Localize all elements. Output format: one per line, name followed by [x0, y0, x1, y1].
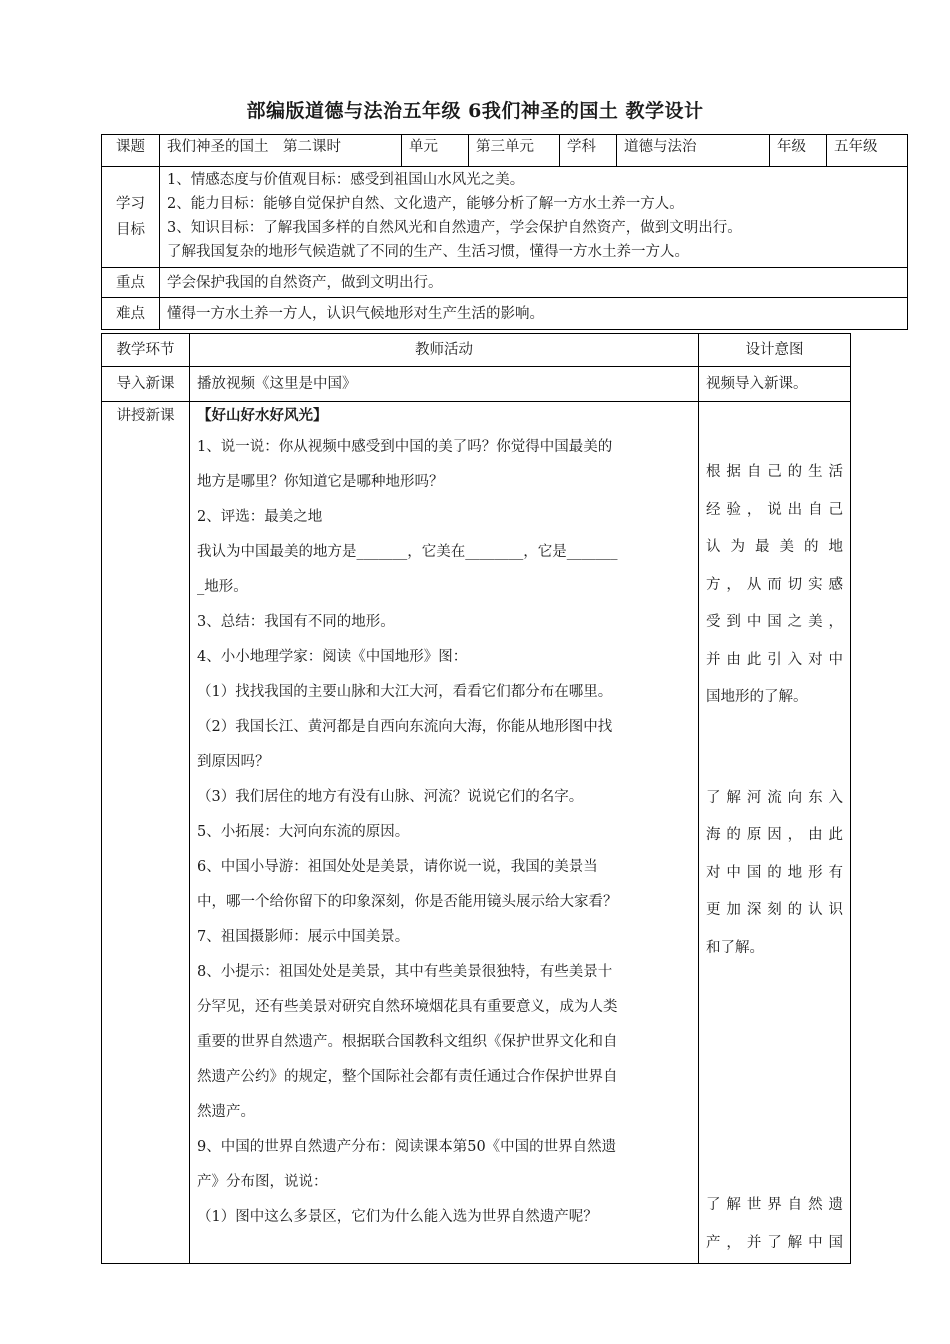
- activity-line: 分罕见，还有些美景对研究自然环境烟花具有重要意义，成为人类: [197, 999, 618, 1015]
- lesson-intent: [699, 402, 851, 1264]
- objectives-label-line1: 学习: [116, 196, 145, 212]
- objective-line: 3、知识目标：了解我国多样的自然风光和自然遗产，学会保护自然资产，做到文明出行。: [167, 220, 742, 236]
- activity-line: 产》分布图，说说：: [197, 1174, 328, 1190]
- intent-line: 经验，说出自己: [706, 501, 843, 518]
- intent-line: 更加深刻的认识: [706, 902, 843, 918]
- activity-line: 6、中国小导游：祖国处处是美景，请你说一说，我国的美景当: [197, 859, 598, 875]
- objectives-content: [160, 167, 908, 268]
- lesson-row: [102, 402, 851, 1264]
- activity-line: （3）我们居住的地方有没有山脉、河流？说说它们的名字。: [197, 789, 584, 805]
- key-point-value: 学会保护我国的自然资产，做到文明出行。: [160, 268, 908, 298]
- lesson-info-table: [101, 134, 908, 330]
- grade-value: 五年级: [827, 135, 908, 167]
- difficulty-label: 难点: [102, 298, 160, 330]
- objective-line: 了解我国复杂的地形气候造就了不同的生产、生活习惯，懂得一方水土养一方人。: [167, 244, 689, 260]
- activity-line: 1、说一说：你从视频中感受到中国的美了吗？你觉得中国最美的: [197, 439, 613, 455]
- activity-line: 重要的世界自然遗产。根据联合国教科文组织《保护世界文化和自: [197, 1034, 618, 1050]
- header-stage: 教学环节: [102, 334, 190, 367]
- lesson-stage: 讲授新课: [102, 402, 190, 1264]
- objective-line: 2、能力目标：能够自觉保护自然、文化遗产，能够分析了解一方水土养一方人。: [167, 196, 684, 212]
- intent-line: 和了解。: [706, 939, 764, 956]
- intro-row: [102, 367, 851, 402]
- activity-line: 8、小提示：祖国处处是美景，其中有些美景很独特，有些美景十: [197, 964, 613, 980]
- objectives-label: [102, 167, 160, 268]
- activity-line: 9、中国的世界自然遗产分布：阅读课本第50《中国的世界自然遗: [197, 1139, 617, 1155]
- intent-line: 了解河流向东入: [706, 789, 843, 806]
- activity-line: 2、评选：最美之地: [197, 509, 323, 525]
- document-title: 部编版道德与法治五年级 6我们神圣的国土 教学设计: [246, 100, 704, 122]
- activity-line: 5、小拓展：大河向东流的原因。: [197, 824, 410, 840]
- intent-line: 根据自己的生活: [706, 464, 843, 480]
- header-intent: 设计意图: [699, 334, 851, 367]
- lesson-heading: 【好山好水好风光】: [197, 407, 328, 424]
- activity-line: 中，哪一个给你留下的印象深刻，你是否能用镜头展示给大家看？: [197, 894, 618, 910]
- key-point-row: [102, 268, 908, 298]
- intent-line: 对中国的地形有: [706, 864, 843, 881]
- intent-line: 产，并了解中国: [706, 1234, 843, 1251]
- unit-value: 第三单元: [469, 135, 560, 167]
- objectives-label-line2: 目标: [116, 222, 145, 238]
- activity-line: 到原因吗？: [197, 754, 270, 770]
- intro-intent: 视频导入新课。: [699, 367, 851, 402]
- difficulty-row: [102, 298, 908, 330]
- intro-stage: 导入新课: [102, 367, 190, 402]
- teaching-process-table: [101, 333, 851, 1264]
- intent-line: 海的原因，由此: [706, 827, 843, 843]
- intent-line: 方，从而切实感: [706, 576, 843, 593]
- activity-line: _地形。: [197, 579, 248, 595]
- activity-line: 4、小小地理学家：阅读《中国地形》图：: [197, 649, 468, 665]
- difficulty-value: 懂得一方水土养一方人，认识气候地形对生产生活的影响。: [160, 298, 908, 330]
- activity-line: （1）找找我国的主要山脉和大江大河，看看它们都分布在哪里。: [197, 684, 613, 700]
- activity-line: 然遗产。: [197, 1104, 255, 1120]
- objective-line: 1、情感态度与价值观目标：感受到祖国山水风光之美。: [167, 172, 525, 188]
- lesson-activity: [190, 402, 699, 1264]
- intent-line: 国地形的了解。: [706, 689, 808, 705]
- intent-line: 受到中国之美，: [706, 614, 843, 630]
- activity-line: 地方是哪里？你知道它是哪种地形吗？: [197, 474, 444, 490]
- objectives-row: [102, 167, 908, 268]
- activity-line: 然遗产公约》的规定，整个国际社会都有责任通过合作保护世界自: [197, 1069, 618, 1085]
- key-point-label: 重点: [102, 268, 160, 298]
- header-activity: 教师活动: [190, 334, 699, 367]
- activity-line: （1）图中这么多景区，它们为什么能入选为世界自然遗产呢？: [197, 1209, 598, 1225]
- activity-line: 7、祖国摄影师：展示中国美景。: [197, 929, 410, 945]
- intent-line: 了解世界自然遗: [706, 1197, 843, 1213]
- subject-value: 道德与法治: [617, 135, 770, 167]
- header-row: [102, 334, 851, 367]
- topic-value: 我们神圣的国土 第二课时: [160, 135, 402, 167]
- topic-label: 课题: [102, 135, 160, 167]
- activity-line: 我认为中国最美的地方是_______，它美在________，它是_______: [197, 544, 618, 560]
- intent-line: 认为最美的地: [706, 539, 843, 555]
- activity-line: （2）我国长江、黄河都是自西向东流向大海，你能从地形图中找: [197, 719, 613, 735]
- intro-activity: 播放视频《这里是中国》: [190, 367, 699, 402]
- unit-label: 单元: [402, 135, 469, 167]
- grade-label: 年级: [770, 135, 827, 167]
- intent-line: 并由此引入对中: [706, 651, 843, 668]
- subject-label: 学科: [560, 135, 617, 167]
- info-row: [102, 135, 908, 167]
- activity-line: 3、总结：我国有不同的地形。: [197, 614, 395, 630]
